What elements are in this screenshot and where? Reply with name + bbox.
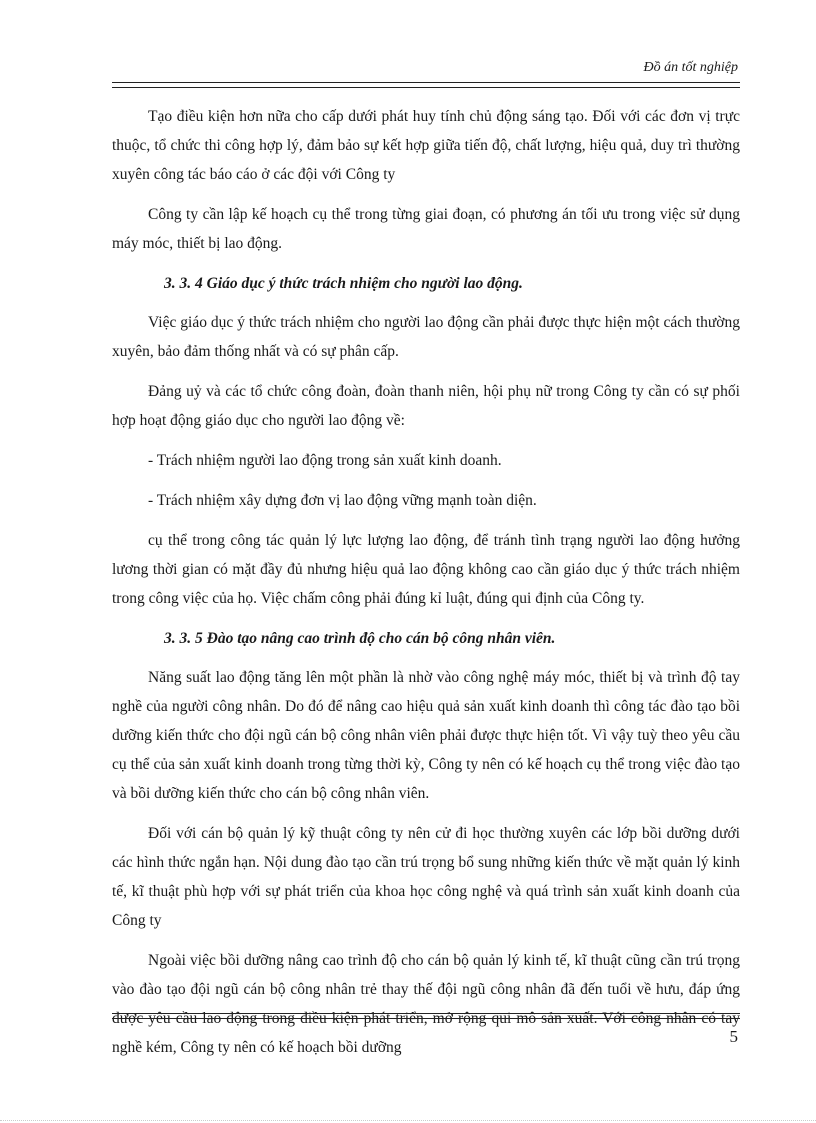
paragraph-8: Ngoài việc bồi dưỡng nâng cao trình độ cho cán bộ quản lý kinh tế, kĩ thuật cũng cần trú trọng vào đào tạo đội ngũ cán bộ công nhân trẻ thay thế đội ngũ công nhân đã đến tuổi về hưu, đáp ứng được yêu cầu lao động trong điều kiện phát triển, mở rộng qui mô sản xuất. Với công nhân có tay nghề kém, Công ty nên có kế hoạch bồi dưỡng <box>112 952 740 1056</box>
page-body <box>112 102 740 1073</box>
paragraph-4: Đảng uỷ và các tổ chức công đoàn, đoàn thanh niên, hội phụ nữ trong Công ty cần có sự phối hợp hoạt động giáo dục cho người lao động về: <box>112 383 740 429</box>
list-item-2: - Trách nhiệm xây dựng đơn vị lao động vững mạnh toàn diện. <box>148 492 537 509</box>
list-item-1: - Trách nhiệm người lao động trong sản xuất kinh doanh. <box>148 452 502 469</box>
paragraph-7: Đối với cán bộ quản lý kỹ thuật công ty nên cử đi học thường xuyên các lớp bồi dưỡng dưới các hình thức ngắn hạn. Nội dung đào tạo cần trú trọng bổ sung những kiến thức về mặt quản lý kinh tế, kĩ thuật phù hợp với sự phát triển của khoa học công nghệ và quá trình sản xuất kinh doanh của Công ty <box>112 825 740 929</box>
section-heading-3-3-4: 3. 3. 4 Giáo dục ý thức trách nhiệm cho người lao động. <box>164 275 523 292</box>
paragraph-3: Việc giáo dục ý thức trách nhiệm cho người lao động cần phải được thực hiện một cách thường xuyên, bảo đảm thống nhất và có sự phân cấp. <box>112 314 740 360</box>
footer-divider <box>112 1013 740 1019</box>
paragraph-2: Công ty cần lập kế hoạch cụ thể trong từng giai đoạn, có phương án tối ưu trong việc sử dụng máy móc, thiết bị lao động. <box>112 206 740 252</box>
paragraph-6: Năng suất lao động tăng lên một phần là nhờ vào công nghệ máy móc, thiết bị và trình độ tay nghề của người công nhân. Do đó để nâng cao hiệu quả sản xuất kinh doanh thì công tác đào tạo bồi dưỡng kiến thức cho đội ngũ cán bộ công nhân viên phải được thực hiện tốt. Vì vậy tuỳ theo yêu cầu cụ thể của sản xuất kinh doanh trong từng thời kỳ, Công ty nên có kế hoạch cụ thể trong việc đào tạo và bồi dưỡng kiến thức cho cán bộ công nhân viên. <box>112 669 740 802</box>
header-title: Đồ án tốt nghiệp <box>643 60 738 75</box>
header-divider <box>112 82 740 88</box>
page-edge-divider <box>0 1120 816 1121</box>
page-number: 5 <box>729 1027 738 1046</box>
paragraph-5: cụ thể trong công tác quản lý lực lượng lao động, để tránh tình trạng người lao động hưởng lương thời gian có mặt đầy đủ nhưng hiệu quả lao động không cao cần giáo dục ý thức trách nhiệm trong công việc của họ. Việc chấm công phải đúng kỉ luật, đúng qui định của Công ty. <box>112 532 740 607</box>
section-heading-3-3-5: 3. 3. 5 Đào tạo nâng cao trình độ cho cán bộ công nhân viên. <box>164 630 556 647</box>
paragraph-1: Tạo điều kiện hơn nữa cho cấp dưới phát huy tính chủ động sáng tạo. Đối với các đơn vị trực thuộc, tổ chức thi công hợp lý, đảm bảo sự kết hợp giữa tiến độ, chất lượng, hiệu quả, duy trì thường xuyên công tác báo cáo ở các đội với Công ty <box>112 108 740 183</box>
